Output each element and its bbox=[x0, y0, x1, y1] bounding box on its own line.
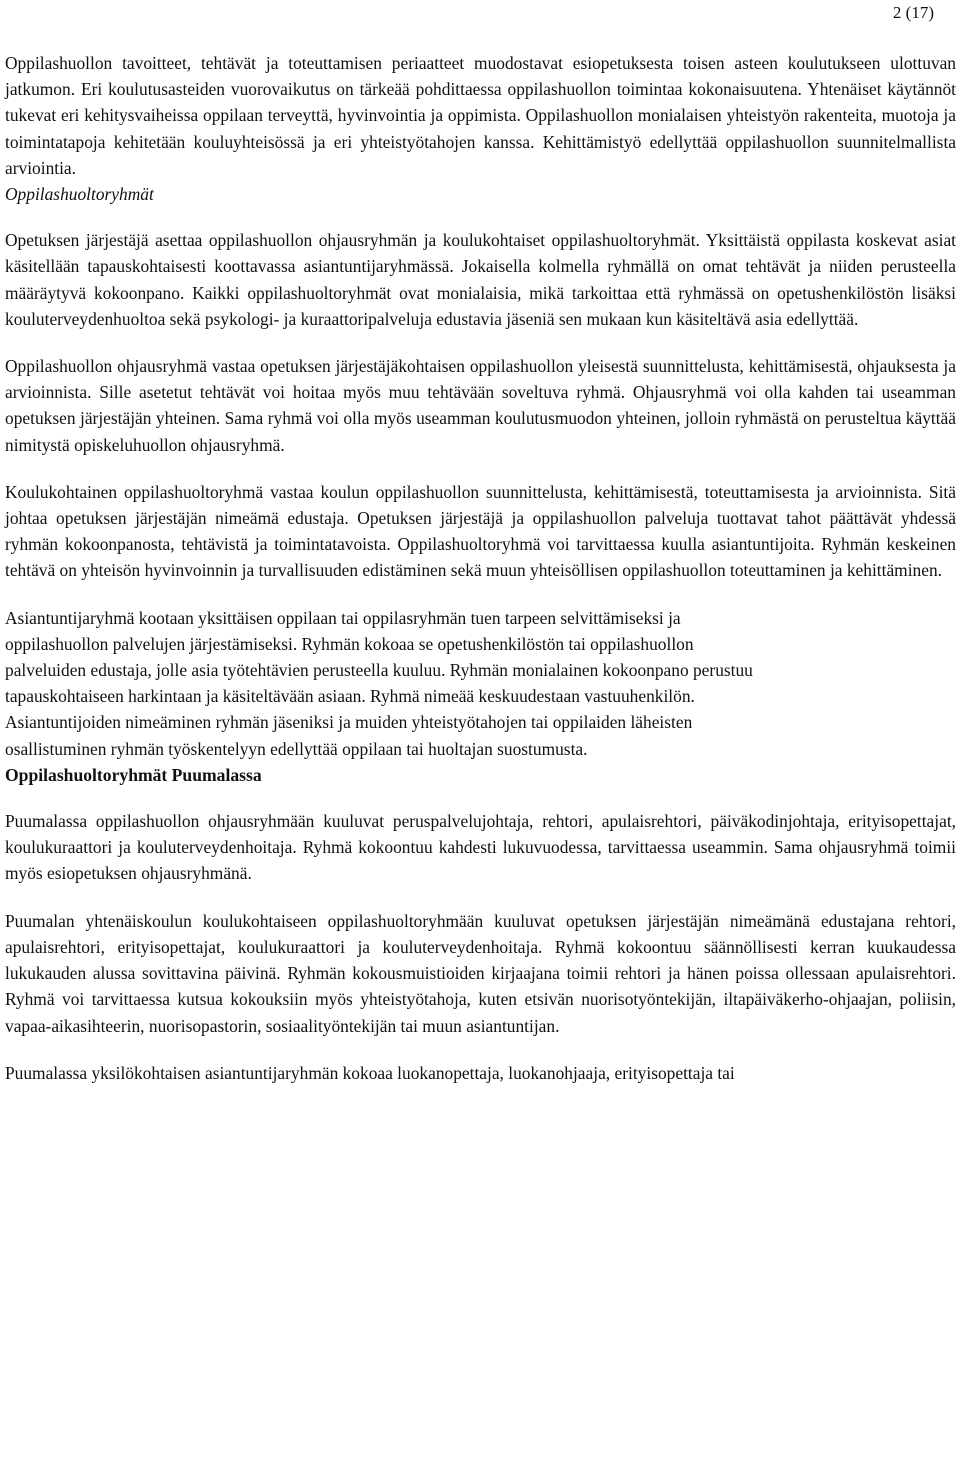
puumala-paragraph-1: Puumalassa oppilashuollon ohjausryhmään kuuluvat peruspalvelujohtaja, rehtori, apulaisrehtori, päiväkodinjohtaja, erityisopettajat, koulukuraattori ja kouluterveydenhoitaja. Ryhmä kokoontuu kahdesti lukuvuodessa, tarvittaessa useammin. Sama ohjausryhmä toimii myös esiopetuksen ohjausryhmänä. bbox=[5, 811, 956, 884]
paragraph-line: tapauskohtaiseen harkintaan ja käsiteltävään asiaan. Ryhmä nimeää keskuudestaan vastuuhenkilön. bbox=[5, 686, 695, 707]
section-heading-puumala: Oppilashuoltoryhmät Puumalassa bbox=[5, 764, 262, 785]
page-number: 2 (17) bbox=[892, 3, 934, 22]
intro-paragraph: Oppilashuollon tavoitteet, tehtävät ja toteuttamisen periaatteet muodostavat esiopetuksesta toisen asteen koulutukseen ulottuvan jatkumon. Eri koulutusasteiden vuorovaikutus on tärkeää pohdittaessa oppilashuollon toimintaa kokonaisuutena. Yhtenäiset käytännöt tukevat eri kehitysvaiheissa oppilaan terveyttä, hyvinvointia ja oppimista. Oppilashuollon monialaisen yhteistyön rakenteita, muotoja ja toimintatapoja kehitetään kouluyhteisössä ja eri yhteistyötahojen kanssa. Kehittämistyö edellyttää oppilashuollon suunnitelmallista arviointia. bbox=[5, 53, 956, 178]
paragraph-line: palveluiden edustaja, jolle asia työtehtävien perusteella kuuluu. Ryhmän monialainen kokoonpano perustuu bbox=[5, 660, 753, 681]
document-body bbox=[5, 50, 956, 1086]
section-heading-groups: Oppilashuoltoryhmät bbox=[5, 184, 154, 205]
groups-paragraph-1: Opetuksen järjestäjä asettaa oppilashuollon ohjausryhmän ja koulukohtaiset oppilashuoltoryhmät. Yksittäistä oppilasta koskevat asiat käsitellään tapauskohtaisesti koottavassa asiantuntijaryhmässä. Jokaisella kolmella ryhmällä on omat tehtävät ja niiden perusteella määräytyvä kokoonpano. Kaikki oppilashuoltoryhmät ovat monialaisia, mikä tarkoittaa että ryhmässä on opetushenkilöstön lisäksi kouluterveydenhuoltoa sekä psykologi- ja kuraattoripalveluja edustavia jäseniä sen mukaan kun käsiteltävä asia edellyttää. bbox=[5, 230, 956, 329]
groups-paragraph-3: Koulukohtainen oppilashuoltoryhmä vastaa koulun oppilashuollon suunnittelusta, kehittämisestä, toteuttamisesta ja arvioinnista. Sitä johtaa opetuksen järjestäjän nimeämä edustaja. Opetuksen järjestäjä ja oppilashuollon palveluja tuottavat tahot päättävät yhdessä ryhmän kokoonpanosta, tehtävistä ja toimintatavoista. Oppilashuoltoryhmä voi tarvittaessa kuulla asiantuntijoita. Ryhmän keskeinen tehtävä on yhteisön hyvinvoinnin ja turvallisuuden edistäminen sekä muun yhteisöllisen oppilashuollon toteuttaminen ja kehittäminen. bbox=[5, 481, 956, 581]
paragraph-line: oppilashuollon palvelujen järjestämiseksi. Ryhmän kokoaa se opetushenkilöstön tai oppilashuollon bbox=[5, 633, 694, 654]
paragraph-line: osallistuminen ryhmän työskentelyyn edellyttää oppilaan tai huoltajan suostumusta. bbox=[5, 738, 588, 759]
paragraph-line: Asiantuntijoiden nimeäminen ryhmän jäseniksi ja muiden yhteistyötahojen tai oppilaiden läheisten bbox=[5, 712, 693, 733]
groups-paragraph-2: Oppilashuollon ohjausryhmä vastaa opetuksen järjestäjäkohtaisen oppilashuollon yleisestä suunnittelusta, kehittämisestä, ohjauksesta ja arvioinnista. Sille asetetut tehtävät voi hoitaa myös muu tehtävään soveltuva ryhmä. Ohjausryhmä voi olla kahden tai useamman opetuksen järjestäjän yhteinen. Sama ryhmä voi olla myös useamman koulutusmuodon yhteinen, jolloin ryhmästä on perusteltua käyttää nimitystä opiskeluhuollon ohjausryhmä. bbox=[5, 356, 956, 455]
puumala-paragraph-3: Puumalassa yksilökohtaisen asiantuntijaryhmän kokoaa luokanopettaja, luokanohjaaja, erityisopettaja tai bbox=[5, 1062, 735, 1083]
paragraph-line: Asiantuntijaryhmä kootaan yksittäisen oppilaan tai oppilasryhmän tuen tarpeen selvittämiseksi ja bbox=[5, 607, 681, 628]
groups-paragraph-4 bbox=[5, 605, 956, 762]
puumala-paragraph-2: Puumalan yhtenäiskoulun koulukohtaiseen oppilashuoltoryhmään kuuluvat opetuksen järjestäjän nimeämänä edustajana rehtori, apulaisrehtori, erityisopettajat, koulukuraattori ja kouluterveydenhoitaja. Ryhmä kokoontuu säännöllisesti kerran kuukaudessa lukukauden alussa sovittavina päivinä. Ryhmän kokousmuistioiden kirjaajana toimii rehtori ja hänen poissa ollessaan apulaisrehtori. Ryhmä voi tarvittaessa kutsua kokouksiin myös yhteistyötahoja, kuten etsivän nuorisotyöntekijän, iltapäiväkerho-ohjaajan, poliisin, vapaa-aikasihteerin, nuorisopastorin, sosiaalityöntekijän tai muun asiantuntijan. bbox=[5, 910, 956, 1036]
